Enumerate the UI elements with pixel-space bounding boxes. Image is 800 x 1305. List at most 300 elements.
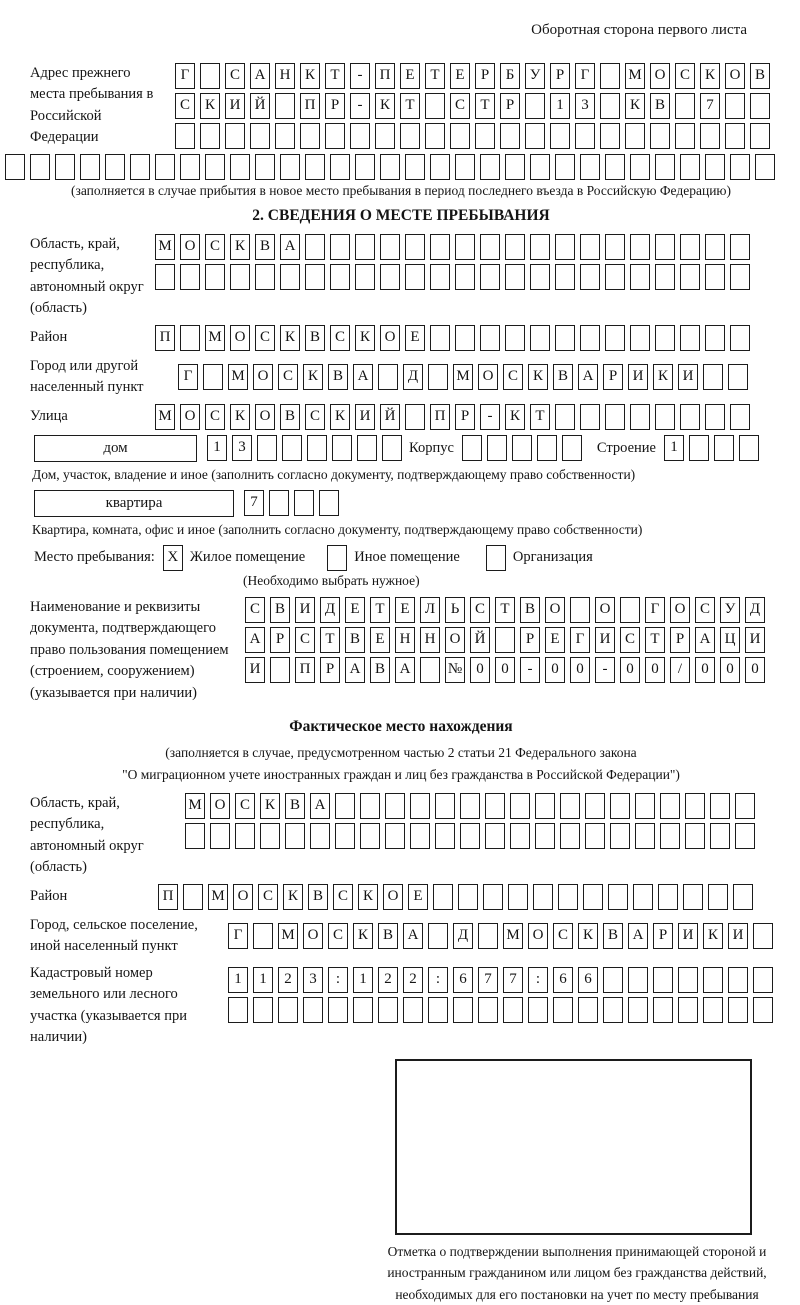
char-cell[interactable]: 6 [553,967,573,993]
char-cell[interactable]: - [350,93,370,119]
char-cell[interactable] [455,154,475,180]
char-cell[interactable] [303,997,323,1023]
char-cell[interactable]: Е [370,627,390,653]
char-cell[interactable]: 0 [720,657,740,683]
char-cell[interactable] [405,234,425,260]
char-cell[interactable] [294,490,314,516]
char-cell[interactable]: А [310,793,330,819]
char-cell[interactable]: С [330,325,350,351]
char-cell[interactable] [460,823,480,849]
char-cell[interactable]: А [250,63,270,89]
char-cell[interactable] [180,325,200,351]
char-cell[interactable] [205,264,225,290]
char-cell[interactable] [500,123,520,149]
char-cell[interactable] [703,997,723,1023]
char-cell[interactable] [580,234,600,260]
char-cell[interactable] [655,264,675,290]
char-cell[interactable] [685,823,705,849]
char-cell[interactable] [230,154,250,180]
char-cell[interactable] [300,123,320,149]
char-cell[interactable]: М [208,884,228,910]
char-cell[interactable] [730,404,750,430]
char-cell[interactable]: М [453,364,473,390]
char-cell[interactable]: Р [455,404,475,430]
char-cell[interactable] [335,793,355,819]
char-cell[interactable]: Ц [720,627,740,653]
char-cell[interactable]: 6 [578,967,598,993]
char-cell[interactable]: С [620,627,640,653]
char-cell[interactable] [425,93,445,119]
char-cell[interactable] [725,93,745,119]
char-cell[interactable]: С [205,404,225,430]
char-cell[interactable] [680,325,700,351]
char-cell[interactable] [105,154,125,180]
char-cell[interactable]: 6 [453,967,473,993]
char-cell[interactable] [428,923,448,949]
char-cell[interactable]: О [670,597,690,623]
char-cell[interactable]: С [675,63,695,89]
char-cell[interactable] [725,123,745,149]
char-cell[interactable]: № [445,657,465,683]
char-cell[interactable] [433,884,453,910]
char-cell[interactable] [610,793,630,819]
char-cell[interactable] [458,884,478,910]
char-cell[interactable] [630,404,650,430]
char-cell[interactable] [550,123,570,149]
char-cell[interactable] [330,264,350,290]
char-cell[interactable]: П [158,884,178,910]
char-cell[interactable]: К [358,884,378,910]
char-cell[interactable]: Т [645,627,665,653]
char-cell[interactable] [307,435,327,461]
char-cell[interactable]: В [328,364,348,390]
char-cell[interactable] [653,997,673,1023]
char-cell[interactable] [430,154,450,180]
char-cell[interactable]: О [253,364,273,390]
char-cell[interactable] [525,123,545,149]
char-cell[interactable]: У [525,63,545,89]
char-cell[interactable] [380,234,400,260]
char-cell[interactable] [330,154,350,180]
char-cell[interactable] [555,234,575,260]
char-cell[interactable]: С [470,597,490,623]
char-cell[interactable] [80,154,100,180]
char-cell[interactable]: 7 [700,93,720,119]
char-cell[interactable] [332,435,352,461]
char-cell[interactable]: : [328,967,348,993]
char-cell[interactable] [714,435,734,461]
char-cell[interactable]: В [603,923,623,949]
char-cell[interactable]: И [245,657,265,683]
char-cell[interactable]: Д [320,597,340,623]
char-cell[interactable]: Р [670,627,690,653]
char-cell[interactable]: О [380,325,400,351]
char-cell[interactable] [319,490,339,516]
char-cell[interactable]: П [375,63,395,89]
char-cell[interactable] [512,435,532,461]
char-cell[interactable] [269,490,289,516]
char-cell[interactable] [350,123,370,149]
char-cell[interactable] [633,884,653,910]
char-cell[interactable]: В [553,364,573,390]
char-cell[interactable] [180,264,200,290]
char-cell[interactable] [560,793,580,819]
char-cell[interactable] [410,793,430,819]
char-cell[interactable]: 0 [495,657,515,683]
char-cell[interactable] [605,325,625,351]
char-cell[interactable] [353,997,373,1023]
char-cell[interactable] [630,234,650,260]
char-cell[interactable]: Н [395,627,415,653]
char-cell[interactable]: К [625,93,645,119]
char-cell[interactable]: К [330,404,350,430]
char-cell[interactable] [605,264,625,290]
char-cell[interactable] [570,597,590,623]
char-cell[interactable] [580,404,600,430]
char-cell[interactable] [275,123,295,149]
char-cell[interactable]: : [428,967,448,993]
char-cell[interactable]: В [520,597,540,623]
char-cell[interactable] [378,997,398,1023]
char-cell[interactable]: С [235,793,255,819]
char-cell[interactable]: О [255,404,275,430]
char-cell[interactable] [555,264,575,290]
char-cell[interactable]: Т [400,93,420,119]
checkbox-zhiloe[interactable] [163,545,188,571]
char-cell[interactable] [230,264,250,290]
char-cell[interactable]: И [745,627,765,653]
char-cell[interactable] [608,884,628,910]
char-cell[interactable]: 1 [253,967,273,993]
char-cell[interactable]: Н [275,63,295,89]
char-cell[interactable] [700,123,720,149]
char-cell[interactable] [5,154,25,180]
char-cell[interactable] [400,123,420,149]
char-cell[interactable]: С [225,63,245,89]
char-cell[interactable]: 0 [570,657,590,683]
char-cell[interactable] [480,325,500,351]
char-cell[interactable]: Г [178,364,198,390]
char-cell[interactable] [583,884,603,910]
char-cell[interactable]: - [520,657,540,683]
char-cell[interactable]: Г [228,923,248,949]
char-cell[interactable]: 0 [745,657,765,683]
char-cell[interactable]: К [578,923,598,949]
char-cell[interactable] [600,93,620,119]
char-cell[interactable] [460,793,480,819]
char-cell[interactable] [425,123,445,149]
char-cell[interactable] [505,234,525,260]
char-cell[interactable]: О [303,923,323,949]
char-cell[interactable] [703,967,723,993]
char-cell[interactable]: X [163,545,183,571]
char-cell[interactable]: М [503,923,523,949]
char-cell[interactable] [660,823,680,849]
char-cell[interactable] [689,435,709,461]
char-cell[interactable] [505,154,525,180]
char-cell[interactable] [510,793,530,819]
char-cell[interactable] [405,264,425,290]
char-cell[interactable]: Р [603,364,623,390]
char-cell[interactable]: Г [645,597,665,623]
char-cell[interactable]: С [305,404,325,430]
char-cell[interactable] [705,154,725,180]
char-cell[interactable] [455,325,475,351]
char-cell[interactable] [205,154,225,180]
char-cell[interactable] [685,793,705,819]
char-cell[interactable]: О [545,597,565,623]
char-cell[interactable]: И [595,627,615,653]
char-cell[interactable] [495,627,515,653]
char-cell[interactable] [610,823,630,849]
char-cell[interactable] [505,325,525,351]
char-cell[interactable]: В [305,325,325,351]
char-cell[interactable]: К [355,325,375,351]
char-cell[interactable]: К [260,793,280,819]
char-cell[interactable]: 7 [478,967,498,993]
char-cell[interactable]: К [505,404,525,430]
char-cell[interactable]: Е [395,597,415,623]
char-cell[interactable]: : [528,967,548,993]
char-cell[interactable] [385,823,405,849]
char-cell[interactable]: Д [403,364,423,390]
char-cell[interactable] [480,234,500,260]
char-cell[interactable] [605,404,625,430]
char-cell[interactable] [310,823,330,849]
char-cell[interactable] [235,823,255,849]
char-cell[interactable] [735,823,755,849]
char-cell[interactable]: М [278,923,298,949]
char-cell[interactable] [678,997,698,1023]
char-cell[interactable]: О [230,325,250,351]
char-cell[interactable]: К [200,93,220,119]
char-cell[interactable] [705,264,725,290]
char-cell[interactable]: П [430,404,450,430]
char-cell[interactable] [508,884,528,910]
char-cell[interactable] [680,154,700,180]
char-cell[interactable]: М [185,793,205,819]
char-cell[interactable]: А [395,657,415,683]
char-cell[interactable]: А [695,627,715,653]
char-cell[interactable] [585,793,605,819]
char-cell[interactable]: Й [250,93,270,119]
char-cell[interactable]: В [270,597,290,623]
char-cell[interactable] [378,364,398,390]
char-cell[interactable]: С [295,627,315,653]
char-cell[interactable]: С [245,597,265,623]
char-cell[interactable] [605,234,625,260]
char-cell[interactable] [530,234,550,260]
char-cell[interactable] [375,123,395,149]
char-cell[interactable] [705,325,725,351]
char-cell[interactable] [675,93,695,119]
char-cell[interactable] [753,997,773,1023]
char-cell[interactable] [650,123,670,149]
char-cell[interactable] [355,264,375,290]
char-cell[interactable] [360,823,380,849]
char-cell[interactable]: А [578,364,598,390]
char-cell[interactable] [30,154,50,180]
char-cell[interactable] [555,404,575,430]
char-cell[interactable] [275,93,295,119]
char-cell[interactable] [130,154,150,180]
char-cell[interactable] [658,884,678,910]
char-cell[interactable] [675,123,695,149]
char-cell[interactable]: А [353,364,373,390]
char-cell[interactable]: И [678,364,698,390]
char-cell[interactable] [478,923,498,949]
char-cell[interactable]: К [353,923,373,949]
char-cell[interactable] [555,154,575,180]
char-cell[interactable]: 1 [207,435,227,461]
char-cell[interactable]: С [333,884,353,910]
char-cell[interactable] [428,997,448,1023]
char-cell[interactable] [360,793,380,819]
char-cell[interactable]: Г [575,63,595,89]
char-cell[interactable]: И [295,597,315,623]
char-cell[interactable] [435,793,455,819]
char-cell[interactable] [728,364,748,390]
char-cell[interactable]: 0 [470,657,490,683]
char-cell[interactable]: С [553,923,573,949]
char-cell[interactable] [580,325,600,351]
char-cell[interactable]: Н [420,627,440,653]
char-cell[interactable]: С [205,234,225,260]
char-cell[interactable] [480,264,500,290]
char-cell[interactable]: С [695,597,715,623]
char-cell[interactable]: В [280,404,300,430]
char-cell[interactable] [580,154,600,180]
char-cell[interactable]: Р [500,93,520,119]
char-cell[interactable] [455,264,475,290]
char-cell[interactable]: К [653,364,673,390]
char-cell[interactable] [410,823,430,849]
char-cell[interactable]: Т [495,597,515,623]
char-cell[interactable]: К [300,63,320,89]
char-cell[interactable]: Е [345,597,365,623]
char-cell[interactable] [483,884,503,910]
char-cell[interactable] [730,325,750,351]
char-cell[interactable] [660,793,680,819]
char-cell[interactable]: Р [550,63,570,89]
char-cell[interactable]: К [230,404,250,430]
char-cell[interactable]: 2 [403,967,423,993]
char-cell[interactable] [705,404,725,430]
char-cell[interactable] [380,264,400,290]
char-cell[interactable]: К [303,364,323,390]
char-cell[interactable] [558,884,578,910]
char-cell[interactable] [630,264,650,290]
char-cell[interactable]: - [350,63,370,89]
char-cell[interactable] [330,234,350,260]
char-cell[interactable]: - [595,657,615,683]
char-cell[interactable]: К [280,325,300,351]
char-cell[interactable] [603,967,623,993]
char-cell[interactable]: А [628,923,648,949]
char-cell[interactable]: К [528,364,548,390]
char-cell[interactable]: Т [325,63,345,89]
char-cell[interactable]: 2 [278,967,298,993]
char-cell[interactable] [635,823,655,849]
char-cell[interactable] [430,234,450,260]
char-cell[interactable]: В [750,63,770,89]
char-cell[interactable] [278,997,298,1023]
char-cell[interactable]: В [650,93,670,119]
char-cell[interactable] [305,154,325,180]
char-cell[interactable] [525,93,545,119]
char-cell[interactable]: О [180,404,200,430]
char-cell[interactable]: Г [175,63,195,89]
char-cell[interactable] [480,154,500,180]
char-cell[interactable]: Р [325,93,345,119]
char-cell[interactable] [280,264,300,290]
char-cell[interactable] [503,997,523,1023]
char-cell[interactable]: Т [530,404,550,430]
char-cell[interactable] [630,325,650,351]
char-cell[interactable] [510,823,530,849]
char-cell[interactable] [628,967,648,993]
char-cell[interactable] [257,435,277,461]
char-cell[interactable]: Р [520,627,540,653]
char-cell[interactable] [528,997,548,1023]
char-cell[interactable] [403,997,423,1023]
char-cell[interactable] [653,967,673,993]
char-cell[interactable] [537,435,557,461]
char-cell[interactable]: В [255,234,275,260]
char-cell[interactable] [755,154,775,180]
char-cell[interactable] [530,325,550,351]
char-cell[interactable]: А [245,627,265,653]
char-cell[interactable] [255,154,275,180]
char-cell[interactable]: О [595,597,615,623]
char-cell[interactable] [655,154,675,180]
char-cell[interactable] [228,997,248,1023]
char-cell[interactable] [185,823,205,849]
char-cell[interactable] [285,823,305,849]
char-cell[interactable]: О [233,884,253,910]
char-cell[interactable] [560,823,580,849]
char-cell[interactable] [430,325,450,351]
char-cell[interactable]: В [308,884,328,910]
char-cell[interactable]: В [285,793,305,819]
char-cell[interactable] [585,823,605,849]
char-cell[interactable] [753,923,773,949]
char-cell[interactable] [730,154,750,180]
char-cell[interactable]: О [650,63,670,89]
char-cell[interactable]: Е [408,884,428,910]
char-cell[interactable]: М [155,234,175,260]
char-cell[interactable]: П [300,93,320,119]
char-cell[interactable]: Й [380,404,400,430]
char-cell[interactable] [357,435,377,461]
char-cell[interactable] [430,264,450,290]
char-cell[interactable] [710,793,730,819]
char-cell[interactable]: П [295,657,315,683]
char-cell[interactable]: Е [450,63,470,89]
char-cell[interactable] [335,823,355,849]
char-cell[interactable] [260,823,280,849]
char-cell[interactable]: 1 [353,967,373,993]
char-cell[interactable] [635,793,655,819]
char-cell[interactable] [630,154,650,180]
checkbox-inoe[interactable] [327,545,352,571]
char-cell[interactable] [155,154,175,180]
char-cell[interactable]: 0 [645,657,665,683]
char-cell[interactable] [628,997,648,1023]
char-cell[interactable]: 0 [545,657,565,683]
char-cell[interactable]: С [328,923,348,949]
char-cell[interactable] [603,997,623,1023]
